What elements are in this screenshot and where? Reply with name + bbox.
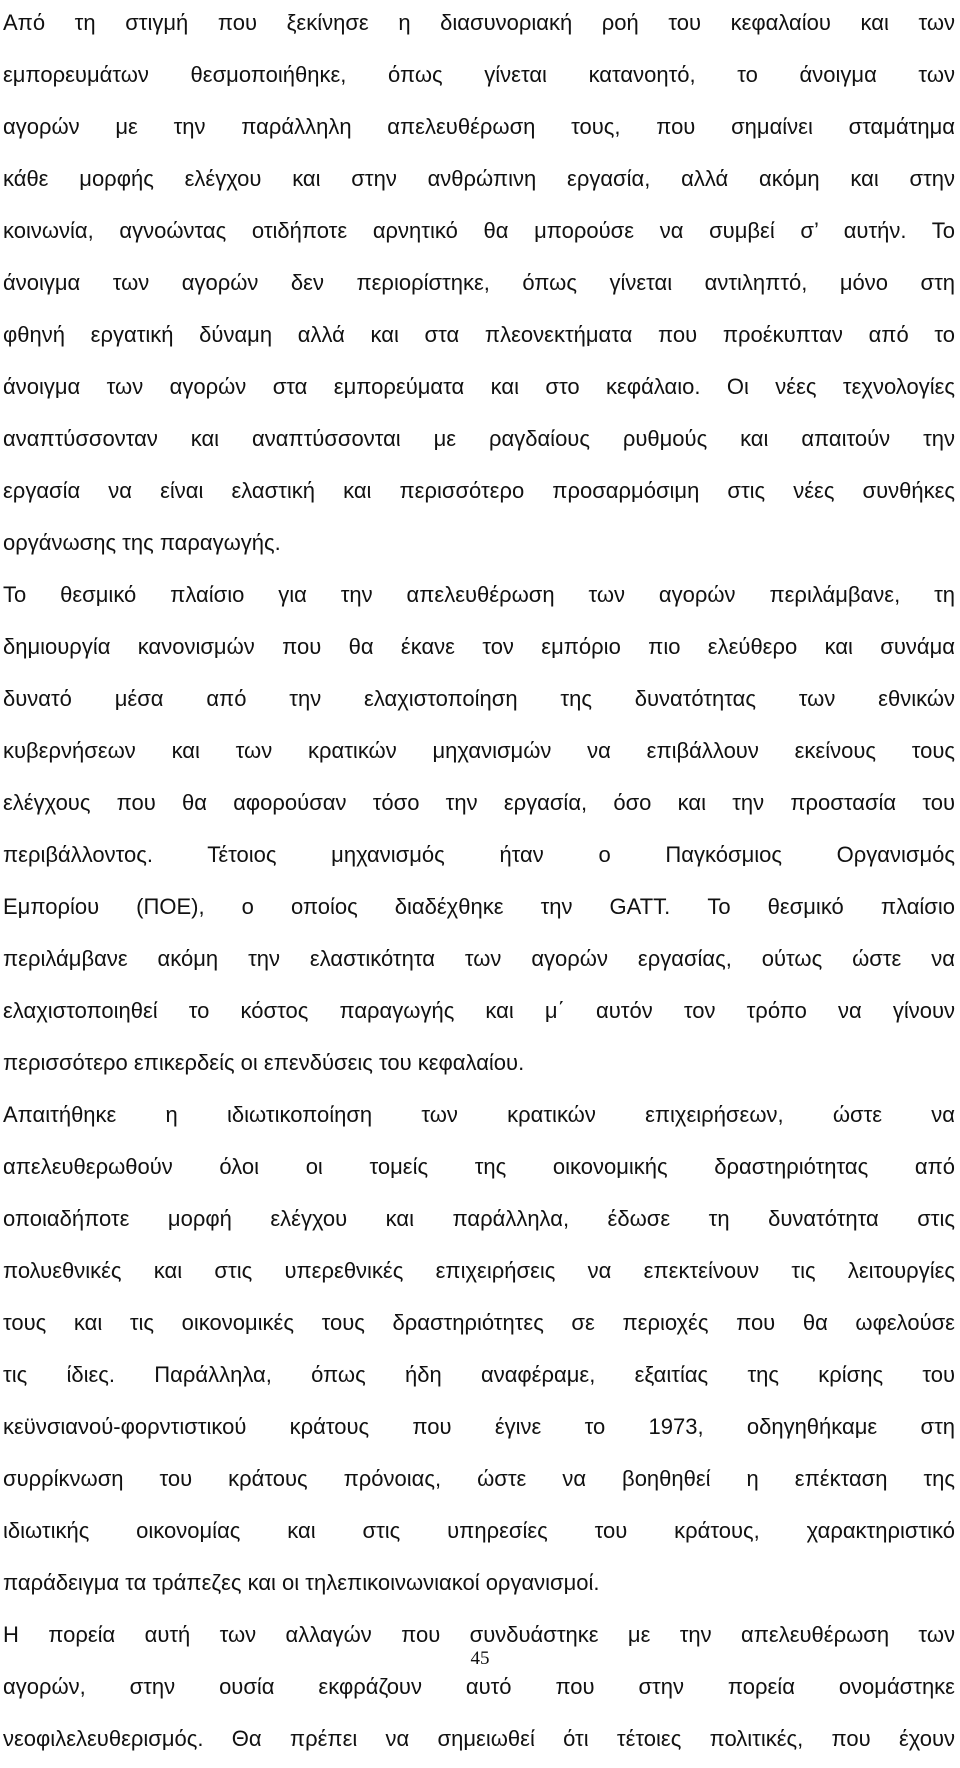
text-line: φθηνή εργατική δύναμη αλλά και στα πλεονεκτήματα που προέκυπταν από το <box>3 322 955 347</box>
text-line: κάθε μορφής ελέγχου και στην ανθρώπινη εργασία, αλλά ακόμη και στην <box>3 166 955 191</box>
text-line: νεοφιλελευθερισμός. Θα πρέπει να σημειωθεί ότι τέτοιες πολιτικές, που έχουν <box>3 1726 955 1751</box>
text-line: αγορών, στην ουσία εκφράζουν αυτό που στην πορεία ονομάστηκε <box>3 1674 955 1699</box>
text-line: άνοιγμα των αγορών στα εμπορεύματα και στο κεφάλαιο. Οι νέες τεχνολογίες <box>3 374 955 399</box>
page-number: 45 <box>470 1648 490 1669</box>
text-line: δυνατό μέσα από την ελαχιστοποίηση της δυνατότητας των εθνικών <box>3 686 955 711</box>
text-line: αναπτύσσονταν και αναπτύσσονται με ραγδαίους ρυθμούς και απαιτούν την <box>3 426 955 451</box>
text-line: κεϋνσιανού-φορντιστικού κράτους που έγινε το 1973, οδηγηθήκαμε στη <box>3 1414 955 1439</box>
text-line: περιλάμβανε ακόμη την ελαστικότητα των αγορών εργασίας, ούτως ώστε να <box>3 946 955 971</box>
text-line: απελευθερωθούν όλοι οι τομείς της οικονομικής δραστηριότητας από <box>3 1154 955 1179</box>
text-line: εργασία να είναι ελαστική και περισσότερο προσαρμόσιμη στις νέες συνθήκες <box>3 478 955 503</box>
text-line: αγορών με την παράλληλη απελευθέρωση τους, που σημαίνει σταμάτημα <box>3 114 955 139</box>
text-line: περιβάλλοντος. Τέτοιος μηχανισμός ήταν ο Παγκόσμιος Οργανισμός <box>3 842 955 867</box>
text-line: κυβερνήσεων και των κρατικών μηχανισμών να επιβάλλουν εκείνους τους <box>3 738 955 763</box>
text-line: ιδιωτικής οικονομίας και στις υπηρεσίες του κράτους, χαρακτηριστικό <box>3 1518 955 1543</box>
text-line: παράδειγμα τα τράπεζες και οι τηλεπικοινωνιακοί οργανισμοί. <box>3 1570 600 1595</box>
text-line: τις ίδιες. Παράλληλα, όπως ήδη αναφέραμε, εξαιτίας της κρίσης του <box>3 1362 955 1387</box>
text-line: τους και τις οικονομικές τους δραστηριότητες σε περιοχές που θα ωφελούσε <box>3 1310 955 1335</box>
text-line: συρρίκνωση του κράτους πρόνοιας, ώστε να βοηθηθεί η επέκταση της <box>3 1466 955 1491</box>
text-line: πολυεθνικές και στις υπερεθνικές επιχειρήσεις να επεκτείνουν τις λειτουργίες <box>3 1258 955 1283</box>
text-line: περισσότερο επικερδείς οι επενδύσεις του κεφαλαίου. <box>3 1050 525 1075</box>
text-line: Από τη στιγμή που ξεκίνησε η διασυνοριακή ροή του κεφαλαίου και των <box>3 10 955 35</box>
text-line: εμπορευμάτων θεσμοποιήθηκε, όπως γίνεται κατανοητό, το άνοιγμα των <box>3 62 955 87</box>
text-line: Απαιτήθηκε η ιδιωτικοποίηση των κρατικών επιχειρήσεων, ώστε να <box>3 1102 955 1127</box>
text-line: άνοιγμα των αγορών δεν περιορίστηκε, όπως γίνεται αντιληπτό, μόνο στη <box>3 270 955 295</box>
text-line: Εμπορίου (ΠΟΕ), ο οποίος διαδέχθηκε την GATT. Το θεσμικό πλαίσιο <box>3 894 955 919</box>
text-line: Το θεσμικό πλαίσιο για την απελευθέρωση των αγορών περιλάμβανε, τη <box>3 582 955 607</box>
text-line: κοινωνία, αγνοώντας οτιδήποτε αρνητικό θα μπορούσε να συμβεί σ’ αυτήν. Το <box>3 218 955 243</box>
text-line: οποιαδήποτε μορφή ελέγχου και παράλληλα, έδωσε τη δυνατότητα στις <box>3 1206 955 1231</box>
text-line: ελέγχους που θα αφορούσαν τόσο την εργασία, όσο και την προστασία του <box>3 790 955 815</box>
text-line: Η πορεία αυτή των αλλαγών που συνδυάστηκε με την απελευθέρωση των <box>3 1622 955 1647</box>
text-line: οργάνωσης της παραγωγής. <box>3 530 281 555</box>
text-line: δημιουργία κανονισμών που θα έκανε τον εμπόριο πιο ελεύθερο και συνάμα <box>3 634 955 659</box>
text-line: ελαχιστοποιηθεί το κόστος παραγωγής και μ΄ αυτόν τον τρόπο να γίνουν <box>3 998 955 1023</box>
body-text <box>3 0 955 1768</box>
